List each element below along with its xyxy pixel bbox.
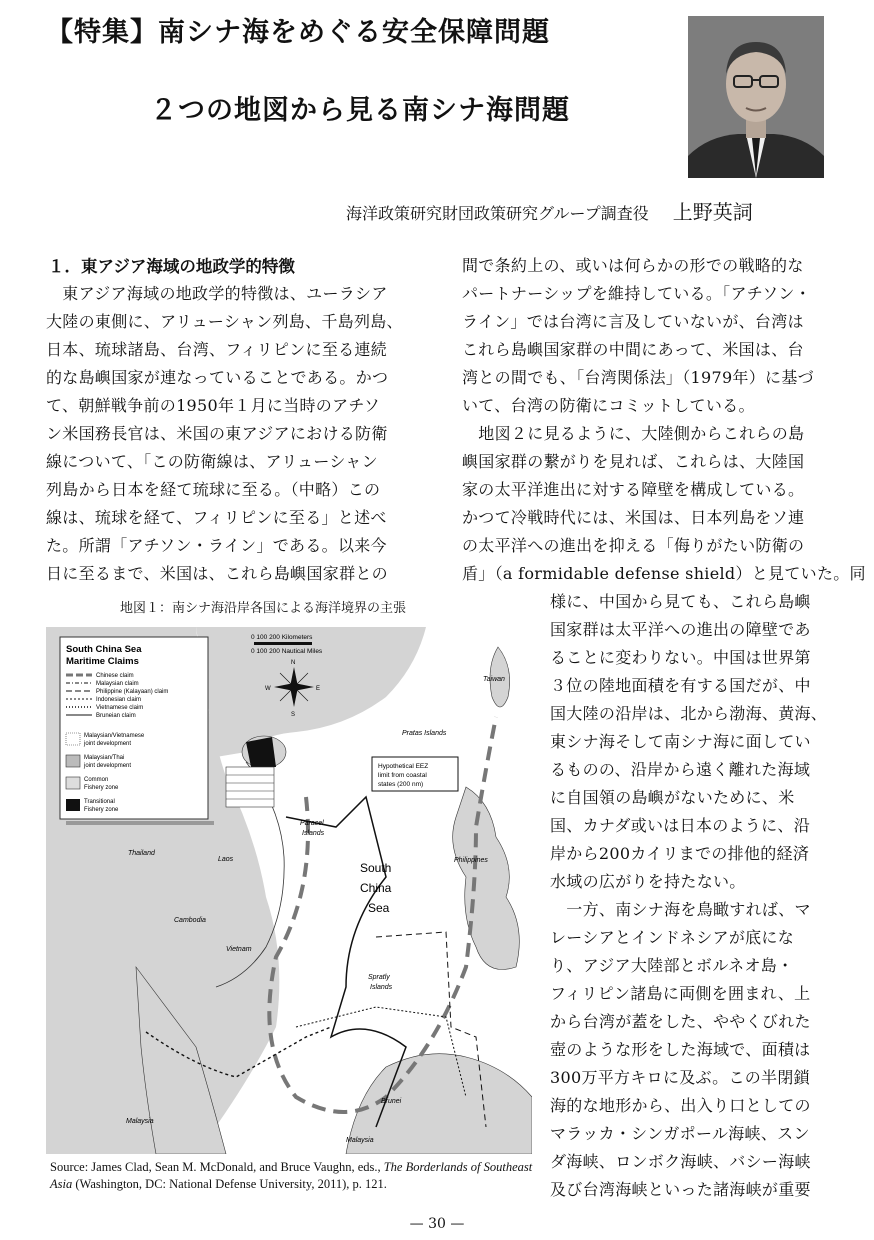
page-number: — 30 — (409, 1216, 465, 1232)
paragraph-line: に自国領の島嶼がないために、米 (550, 788, 795, 807)
legend-line-label: Indonesian claim (96, 697, 142, 703)
paragraph-line: 線は、琉球を経て、フィリピンに至る」と述べ (46, 508, 387, 527)
paragraph-line: 様に、中国から見ても、これら島嶼 (550, 592, 811, 611)
place-taiwan: Taiwan (483, 676, 505, 683)
place-thailand: Thailand (128, 850, 155, 857)
paragraph-line: 国家群は太平洋への進出の障壁であ (550, 620, 811, 639)
paragraph-line: の太平洋への進出を抑える「侮りがたい防衛の (462, 536, 805, 555)
legend-zone-label: Fishery zone (84, 785, 119, 791)
paragraph-line: いて、台湾の防衛にコミットしている。 (462, 396, 755, 415)
place-vietnam: Vietnam (226, 946, 252, 953)
paragraph-line: 海的な地形から、出入り口としての (550, 1096, 811, 1115)
sea-label: South (360, 861, 392, 875)
place-brunei: Brunei (381, 1098, 402, 1105)
figure-source (50, 1159, 550, 1193)
right-narrow-column (550, 588, 827, 1204)
paragraph-line: 及び台湾海峡といった諸海峡が重要 (550, 1180, 811, 1199)
paragraph-line: 大陸の東側に、アリューシャン列島、千島列島、 (46, 312, 403, 331)
paragraph-line: かつて冷戦時代には、米国は、日本列島をソ連 (462, 508, 805, 527)
legend-line-label: Philippine (Kalayaan) claim (96, 689, 169, 695)
source-suffix: (Washington, DC: National Defense University, 2011), p. 121. (72, 1177, 387, 1191)
place-laos: Laos (218, 856, 234, 863)
place-malaysia-west: Malaysia (126, 1118, 154, 1125)
paragraph-line: 地図２に見るように、大陸側からこれらの島 (462, 424, 805, 443)
paragraph-line: 的な島嶼国家が連なっていることである。かつ (46, 368, 389, 387)
compass-icon (274, 667, 314, 707)
paragraph-line: ることに変わりない。中国は世界第 (550, 648, 811, 667)
paragraph-line: 東アジア海域の地政学的特徴は、ユーラシア (46, 284, 388, 303)
paragraph-line: 日本、琉球諸島、台湾、フィリピンに至る連続 (46, 340, 388, 359)
paragraph-line: 湾との間でも、「台湾関係法」（1979年）に基づ (462, 368, 814, 387)
sea-label: China (360, 881, 392, 895)
legend-zone-label: Transitional (84, 799, 115, 805)
section-heading: １．東アジア海域の地政学的特徴 (48, 257, 295, 276)
paragraph-line: 300万平方キロに及ぶ。この半閉鎖 (550, 1068, 810, 1087)
legend-zone-label: Malaysian/Vietnamese (84, 733, 145, 739)
paragraph-line: ライン」では台湾に言及していないが、台湾は (462, 312, 804, 331)
paragraph-line: 嶼国家群の繋がりを見れば、これらは、大陸国 (462, 452, 805, 471)
paragraph-line: 線について、「この防衛線は、アリューシャン (46, 452, 378, 471)
article-subtitle: ２つの地図から見る南シナ海問題 (150, 95, 570, 126)
legend-line-label: Bruneian claim (96, 713, 136, 719)
south-china-sea-map (46, 627, 532, 1154)
paragraph-line: 国、カナダ或いは日本のように、沿 (550, 816, 811, 835)
legend-title-1: South China Sea (66, 644, 142, 655)
paragraph-line: た。所謂「アチソン・ライン」である。以来今 (46, 536, 387, 555)
author-photo (688, 16, 824, 178)
scale-km: 0 100 200 Kilometers (251, 634, 313, 641)
paragraph-line: パートナーシップを維持している。「アチソン・ (462, 284, 812, 303)
paragraph-line: フィリピン諸島に両側を囲まれ、上 (550, 984, 811, 1003)
place-cambodia: Cambodia (174, 917, 206, 924)
paragraph-line: レーシアとインドネシアが底にな (550, 928, 795, 947)
compass-s: S (291, 712, 296, 718)
place-philippines: Philippines (454, 857, 488, 864)
left-column (46, 280, 403, 588)
place-pratas: Pratas Islands (402, 730, 447, 737)
legend-title-2: Maritime Claims (66, 656, 139, 667)
eez-note-line: states (200 nm) (378, 781, 424, 788)
paragraph-line: 国大陸の沿岸は、北から渤海、黄海、 (550, 704, 828, 723)
paragraph-line: 東シナ海そして南シナ海に面してい (550, 732, 811, 751)
legend-line-label: Vietnamese claim (96, 705, 144, 711)
scale-nm: 0 100 200 Nautical Miles (251, 648, 323, 655)
paragraph-line: て、朝鮮戦争前の1950年１月に当時のアチソ (46, 396, 381, 415)
place-spratly: Spratly (368, 974, 390, 981)
paragraph-line: マラッカ・シンガポール海峡、スン (550, 1124, 810, 1143)
sea-label: Sea (368, 901, 390, 915)
place-spratly: Islands (370, 984, 393, 991)
eez-note-line: limit from coastal (378, 772, 427, 779)
legend-line-label: Chinese claim (96, 673, 134, 679)
paragraph-line: 水域の広がりを持たない。 (550, 872, 746, 891)
paragraph-line: 一方、南シナ海を鳥瞰すれば、マ (550, 900, 811, 919)
author-name: 上野英詞 (672, 200, 753, 224)
paragraph-line: 間で条約上の、或いは何らかの形での戦略的な (462, 256, 804, 275)
source-book-title: The Borderlands of Southeast Asia (50, 1160, 533, 1191)
compass-n: N (291, 660, 296, 666)
compass-w: W (265, 686, 271, 692)
source-prefix: Source: James Clad, Sean M. McDonald, and Bruce Vaughn, eds., (50, 1160, 384, 1174)
byline (346, 196, 753, 225)
paragraph-line: 壺のような形をした海域で、面積は (550, 1040, 811, 1059)
paragraph-line: から台湾が蓋をした、ややくびれた (550, 1012, 811, 1031)
paragraph-line: これら島嶼国家群の中間にあって、米国は、台 (462, 340, 804, 359)
eez-note-line: Hypothetical EEZ (378, 763, 429, 770)
legend-zone-label: Malaysian/Thai (84, 755, 125, 761)
paragraph-line: り、アジア大陸部とボルネオ島・ (550, 956, 794, 975)
legend-zone-label: joint development (84, 763, 132, 769)
right-column (462, 252, 866, 588)
paragraph-line: ン米国務長官は、米国の東アジアにおける防衛 (46, 424, 388, 443)
figure-caption: 地図１：南シナ海沿岸各国による海洋境界の主張 (120, 601, 407, 616)
paragraph-line: 家の太平洋進出に対する障壁を構成している。 (462, 480, 805, 499)
place-paracel: Paracel (300, 820, 324, 827)
paragraph-line: 日に至るまで、米国は、これら島嶼国家群との (46, 564, 388, 583)
article-title: 【特集】南シナ海をめぐる安全保障問題 (46, 17, 550, 48)
paragraph-line: ３位の陸地面積を有する国だが、中 (550, 676, 811, 695)
paragraph-line: ダ海峡、ロンボク海峡、バシー海峡 (550, 1152, 811, 1171)
paragraph-line: 列島から日本を経て琉球に至る。（中略）この (46, 480, 381, 499)
legend-zone-label: joint development (84, 741, 132, 747)
paragraph-line: 岸から200カイリまでの排他的経済 (550, 844, 810, 863)
author-affiliation: 海洋政策研究財団政策研究グループ調査役 (346, 204, 649, 223)
paragraph-line: 盾」（a formidable defense shield）と見ていた。同 (462, 564, 866, 583)
legend-line-label: Malaysian claim (96, 681, 139, 687)
place-malaysia-east: Malaysia (346, 1137, 374, 1144)
legend-zone-label: Fishery zone (84, 807, 119, 813)
compass-e: E (316, 686, 321, 692)
paragraph-line: るものの、沿岸から遠く離れた海域 (550, 760, 811, 779)
legend-zone-label: Common (84, 777, 109, 783)
place-paracel: Islands (302, 830, 325, 837)
